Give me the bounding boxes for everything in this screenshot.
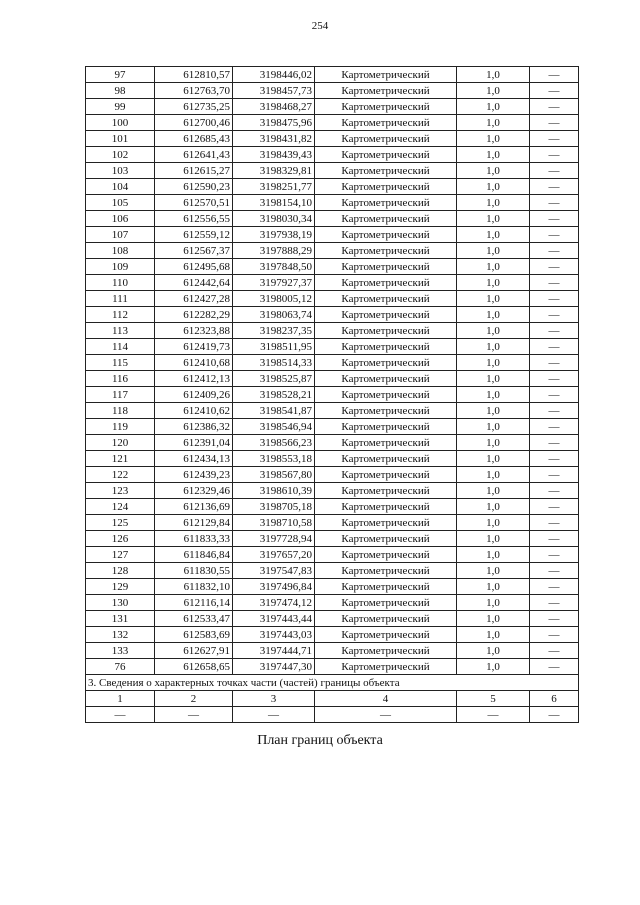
point-number-cell: 102 xyxy=(86,147,155,163)
x-coordinate-cell: 612810,57 xyxy=(155,67,233,83)
description-cell: — xyxy=(530,563,579,579)
accuracy-cell: 1,0 xyxy=(457,211,530,227)
section3-value-2: — xyxy=(155,707,233,723)
point-number-cell: 114 xyxy=(86,339,155,355)
method-cell: Картометрический xyxy=(315,227,457,243)
point-number-cell: 126 xyxy=(86,531,155,547)
method-cell: Картометрический xyxy=(315,307,457,323)
x-coordinate-cell: 612627,91 xyxy=(155,643,233,659)
method-cell: Картометрический xyxy=(315,339,457,355)
section3-header-5: 5 xyxy=(457,691,530,707)
method-cell: Картометрический xyxy=(315,531,457,547)
section3-value-4: — xyxy=(315,707,457,723)
description-cell: — xyxy=(530,323,579,339)
method-cell: Картометрический xyxy=(315,195,457,211)
y-coordinate-cell: 3198511,95 xyxy=(233,339,315,355)
section3-header-row xyxy=(86,691,579,707)
accuracy-cell: 1,0 xyxy=(457,99,530,115)
table-row xyxy=(86,563,579,579)
description-cell: — xyxy=(530,243,579,259)
accuracy-cell: 1,0 xyxy=(457,563,530,579)
accuracy-cell: 1,0 xyxy=(457,387,530,403)
y-coordinate-cell: 3197496,84 xyxy=(233,579,315,595)
y-coordinate-cell: 3198005,12 xyxy=(233,291,315,307)
y-coordinate-cell: 3197888,29 xyxy=(233,243,315,259)
section3-header-4: 4 xyxy=(315,691,457,707)
x-coordinate-cell: 612129,84 xyxy=(155,515,233,531)
method-cell: Картометрический xyxy=(315,131,457,147)
x-coordinate-cell: 612556,55 xyxy=(155,211,233,227)
description-cell: — xyxy=(530,419,579,435)
x-coordinate-cell: 612641,43 xyxy=(155,147,233,163)
method-cell: Картометрический xyxy=(315,643,457,659)
table-row xyxy=(86,579,579,595)
y-coordinate-cell: 3198251,77 xyxy=(233,179,315,195)
table-row xyxy=(86,515,579,531)
accuracy-cell: 1,0 xyxy=(457,371,530,387)
accuracy-cell: 1,0 xyxy=(457,403,530,419)
method-cell: Картометрический xyxy=(315,627,457,643)
section3-value-3: — xyxy=(233,707,315,723)
y-coordinate-cell: 3197547,83 xyxy=(233,563,315,579)
y-coordinate-cell: 3197474,12 xyxy=(233,595,315,611)
accuracy-cell: 1,0 xyxy=(457,179,530,195)
y-coordinate-cell: 3198154,10 xyxy=(233,195,315,211)
table-row xyxy=(86,387,579,403)
point-number-cell: 103 xyxy=(86,163,155,179)
point-number-cell: 112 xyxy=(86,307,155,323)
plan-title: План границ объекта xyxy=(257,733,383,748)
table-row xyxy=(86,403,579,419)
table-row xyxy=(86,627,579,643)
table-row xyxy=(86,243,579,259)
x-coordinate-cell: 612282,29 xyxy=(155,307,233,323)
point-number-cell: 109 xyxy=(86,259,155,275)
x-coordinate-cell: 612116,14 xyxy=(155,595,233,611)
x-coordinate-cell: 611833,33 xyxy=(155,531,233,547)
accuracy-cell: 1,0 xyxy=(457,307,530,323)
method-cell: Картометрический xyxy=(315,659,457,675)
x-coordinate-cell: 612615,27 xyxy=(155,163,233,179)
y-coordinate-cell: 3198446,02 xyxy=(233,67,315,83)
y-coordinate-cell: 3197443,03 xyxy=(233,627,315,643)
table-row xyxy=(86,195,579,211)
method-cell: Картометрический xyxy=(315,483,457,499)
method-cell: Картометрический xyxy=(315,243,457,259)
accuracy-cell: 1,0 xyxy=(457,435,530,451)
description-cell: — xyxy=(530,659,579,675)
x-coordinate-cell: 612763,70 xyxy=(155,83,233,99)
method-cell: Картометрический xyxy=(315,435,457,451)
accuracy-cell: 1,0 xyxy=(457,467,530,483)
table-row xyxy=(86,307,579,323)
x-coordinate-cell: 612323,88 xyxy=(155,323,233,339)
accuracy-cell: 1,0 xyxy=(457,531,530,547)
y-coordinate-cell: 3198541,87 xyxy=(233,403,315,419)
y-coordinate-cell: 3197848,50 xyxy=(233,259,315,275)
description-cell: — xyxy=(530,211,579,227)
section3-value-row xyxy=(86,707,579,723)
description-cell: — xyxy=(530,435,579,451)
accuracy-cell: 1,0 xyxy=(457,659,530,675)
y-coordinate-cell: 3197447,30 xyxy=(233,659,315,675)
method-cell: Картометрический xyxy=(315,67,457,83)
y-coordinate-cell: 3198439,43 xyxy=(233,147,315,163)
description-cell: — xyxy=(530,451,579,467)
table-row xyxy=(86,499,579,515)
x-coordinate-cell: 612700,46 xyxy=(155,115,233,131)
table-row xyxy=(86,115,579,131)
page-number: 254 xyxy=(311,20,329,32)
y-coordinate-cell: 3198030,34 xyxy=(233,211,315,227)
section3-header-1: 1 xyxy=(86,691,155,707)
point-number-cell: 110 xyxy=(86,275,155,291)
section3-header-6: 6 xyxy=(530,691,579,707)
description-cell: — xyxy=(530,99,579,115)
section3-value-5: — xyxy=(457,707,530,723)
description-cell: — xyxy=(530,483,579,499)
table-row xyxy=(86,355,579,371)
point-number-cell: 115 xyxy=(86,355,155,371)
description-cell: — xyxy=(530,595,579,611)
point-number-cell: 98 xyxy=(86,83,155,99)
description-cell: — xyxy=(530,275,579,291)
accuracy-cell: 1,0 xyxy=(457,115,530,131)
table-row xyxy=(86,483,579,499)
table-row xyxy=(86,291,579,307)
description-cell: — xyxy=(530,355,579,371)
accuracy-cell: 1,0 xyxy=(457,451,530,467)
method-cell: Картометрический xyxy=(315,595,457,611)
accuracy-cell: 1,0 xyxy=(457,323,530,339)
section3-title: 3. Сведения о характерных точках части (частей) границы объекта xyxy=(86,675,579,691)
method-cell: Картометрический xyxy=(315,275,457,291)
point-number-cell: 128 xyxy=(86,563,155,579)
point-number-cell: 107 xyxy=(86,227,155,243)
method-cell: Картометрический xyxy=(315,147,457,163)
x-coordinate-cell: 612590,23 xyxy=(155,179,233,195)
description-cell: — xyxy=(530,499,579,515)
point-number-cell: 119 xyxy=(86,419,155,435)
accuracy-cell: 1,0 xyxy=(457,499,530,515)
point-number-cell: 108 xyxy=(86,243,155,259)
method-cell: Картометрический xyxy=(315,611,457,627)
description-cell: — xyxy=(530,339,579,355)
accuracy-cell: 1,0 xyxy=(457,147,530,163)
point-number-cell: 117 xyxy=(86,387,155,403)
accuracy-cell: 1,0 xyxy=(457,291,530,307)
accuracy-cell: 1,0 xyxy=(457,275,530,291)
description-cell: — xyxy=(530,387,579,403)
description-cell: — xyxy=(530,163,579,179)
point-number-cell: 125 xyxy=(86,515,155,531)
x-coordinate-cell: 612567,37 xyxy=(155,243,233,259)
y-coordinate-cell: 3198475,96 xyxy=(233,115,315,131)
y-coordinate-cell: 3198431,82 xyxy=(233,131,315,147)
method-cell: Картометрический xyxy=(315,467,457,483)
point-number-cell: 100 xyxy=(86,115,155,131)
description-cell: — xyxy=(530,627,579,643)
x-coordinate-cell: 612439,23 xyxy=(155,467,233,483)
description-cell: — xyxy=(530,579,579,595)
method-cell: Картометрический xyxy=(315,163,457,179)
table-row xyxy=(86,67,579,83)
description-cell: — xyxy=(530,195,579,211)
table-row xyxy=(86,371,579,387)
y-coordinate-cell: 3198705,18 xyxy=(233,499,315,515)
x-coordinate-cell: 611832,10 xyxy=(155,579,233,595)
description-cell: — xyxy=(530,291,579,307)
section3-value-1: — xyxy=(86,707,155,723)
point-number-cell: 113 xyxy=(86,323,155,339)
description-cell: — xyxy=(530,259,579,275)
x-coordinate-cell: 612410,62 xyxy=(155,403,233,419)
table-row xyxy=(86,275,579,291)
point-number-cell: 101 xyxy=(86,131,155,147)
x-coordinate-cell: 612434,13 xyxy=(155,451,233,467)
description-cell: — xyxy=(530,643,579,659)
point-number-cell: 121 xyxy=(86,451,155,467)
point-number-cell: 105 xyxy=(86,195,155,211)
x-coordinate-cell: 612735,25 xyxy=(155,99,233,115)
y-coordinate-cell: 3198528,21 xyxy=(233,387,315,403)
point-number-cell: 132 xyxy=(86,627,155,643)
y-coordinate-cell: 3198514,33 xyxy=(233,355,315,371)
x-coordinate-cell: 612533,47 xyxy=(155,611,233,627)
accuracy-cell: 1,0 xyxy=(457,547,530,563)
table-row xyxy=(86,83,579,99)
accuracy-cell: 1,0 xyxy=(457,67,530,83)
x-coordinate-cell: 611846,84 xyxy=(155,547,233,563)
description-cell: — xyxy=(530,179,579,195)
table-row xyxy=(86,611,579,627)
y-coordinate-cell: 3197443,44 xyxy=(233,611,315,627)
accuracy-cell: 1,0 xyxy=(457,243,530,259)
point-number-cell: 129 xyxy=(86,579,155,595)
y-coordinate-cell: 3197444,71 xyxy=(233,643,315,659)
accuracy-cell: 1,0 xyxy=(457,611,530,627)
y-coordinate-cell: 3198525,87 xyxy=(233,371,315,387)
x-coordinate-cell: 612583,69 xyxy=(155,627,233,643)
method-cell: Картометрический xyxy=(315,579,457,595)
description-cell: — xyxy=(530,67,579,83)
point-number-cell: 104 xyxy=(86,179,155,195)
y-coordinate-cell: 3197927,37 xyxy=(233,275,315,291)
point-number-cell: 106 xyxy=(86,211,155,227)
description-cell: — xyxy=(530,547,579,563)
table-row xyxy=(86,531,579,547)
y-coordinate-cell: 3198610,39 xyxy=(233,483,315,499)
method-cell: Картометрический xyxy=(315,403,457,419)
section3-header-2: 2 xyxy=(155,691,233,707)
point-number-cell: 123 xyxy=(86,483,155,499)
accuracy-cell: 1,0 xyxy=(457,227,530,243)
description-cell: — xyxy=(530,467,579,483)
x-coordinate-cell: 611830,55 xyxy=(155,563,233,579)
section3-value-6: — xyxy=(530,707,579,723)
table-row xyxy=(86,99,579,115)
table-row xyxy=(86,339,579,355)
description-cell: — xyxy=(530,227,579,243)
point-number-cell: 97 xyxy=(86,67,155,83)
table-row xyxy=(86,179,579,195)
x-coordinate-cell: 612409,26 xyxy=(155,387,233,403)
accuracy-cell: 1,0 xyxy=(457,579,530,595)
y-coordinate-cell: 3198566,23 xyxy=(233,435,315,451)
x-coordinate-cell: 612419,73 xyxy=(155,339,233,355)
accuracy-cell: 1,0 xyxy=(457,483,530,499)
y-coordinate-cell: 3198567,80 xyxy=(233,467,315,483)
accuracy-cell: 1,0 xyxy=(457,595,530,611)
point-number-cell: 76 xyxy=(86,659,155,675)
table-row xyxy=(86,547,579,563)
description-cell: — xyxy=(530,371,579,387)
method-cell: Картометрический xyxy=(315,547,457,563)
description-cell: — xyxy=(530,531,579,547)
method-cell: Картометрический xyxy=(315,211,457,227)
x-coordinate-cell: 612410,68 xyxy=(155,355,233,371)
point-number-cell: 118 xyxy=(86,403,155,419)
accuracy-cell: 1,0 xyxy=(457,163,530,179)
point-number-cell: 99 xyxy=(86,99,155,115)
method-cell: Картометрический xyxy=(315,499,457,515)
table-row xyxy=(86,659,579,675)
x-coordinate-cell: 612412,13 xyxy=(155,371,233,387)
section3-header-3: 3 xyxy=(233,691,315,707)
method-cell: Картометрический xyxy=(315,83,457,99)
method-cell: Картометрический xyxy=(315,371,457,387)
y-coordinate-cell: 3197938,19 xyxy=(233,227,315,243)
y-coordinate-cell: 3198329,81 xyxy=(233,163,315,179)
y-coordinate-cell: 3198546,94 xyxy=(233,419,315,435)
accuracy-cell: 1,0 xyxy=(457,355,530,371)
description-cell: — xyxy=(530,307,579,323)
coordinates-table-body xyxy=(86,67,579,675)
accuracy-cell: 1,0 xyxy=(457,419,530,435)
x-coordinate-cell: 612391,04 xyxy=(155,435,233,451)
point-number-cell: 111 xyxy=(86,291,155,307)
accuracy-cell: 1,0 xyxy=(457,259,530,275)
x-coordinate-cell: 612495,68 xyxy=(155,259,233,275)
x-coordinate-cell: 612658,65 xyxy=(155,659,233,675)
x-coordinate-cell: 612442,64 xyxy=(155,275,233,291)
method-cell: Картометрический xyxy=(315,291,457,307)
y-coordinate-cell: 3198553,18 xyxy=(233,451,315,467)
point-number-cell: 120 xyxy=(86,435,155,451)
y-coordinate-cell: 3198710,58 xyxy=(233,515,315,531)
accuracy-cell: 1,0 xyxy=(457,515,530,531)
section3-title-row xyxy=(86,675,579,691)
x-coordinate-cell: 612136,69 xyxy=(155,499,233,515)
table-row xyxy=(86,643,579,659)
method-cell: Картометрический xyxy=(315,419,457,435)
method-cell: Картометрический xyxy=(315,515,457,531)
description-cell: — xyxy=(530,131,579,147)
method-cell: Картометрический xyxy=(315,355,457,371)
x-coordinate-cell: 612329,46 xyxy=(155,483,233,499)
method-cell: Картометрический xyxy=(315,451,457,467)
y-coordinate-cell: 3198063,74 xyxy=(233,307,315,323)
y-coordinate-cell: 3197657,20 xyxy=(233,547,315,563)
description-cell: — xyxy=(530,611,579,627)
point-number-cell: 127 xyxy=(86,547,155,563)
accuracy-cell: 1,0 xyxy=(457,627,530,643)
y-coordinate-cell: 3197728,94 xyxy=(233,531,315,547)
accuracy-cell: 1,0 xyxy=(457,195,530,211)
method-cell: Картометрический xyxy=(315,115,457,131)
table-row xyxy=(86,451,579,467)
accuracy-cell: 1,0 xyxy=(457,83,530,99)
accuracy-cell: 1,0 xyxy=(457,131,530,147)
method-cell: Картометрический xyxy=(315,179,457,195)
table-row xyxy=(86,163,579,179)
table-row xyxy=(86,467,579,483)
table-row xyxy=(86,595,579,611)
y-coordinate-cell: 3198237,35 xyxy=(233,323,315,339)
table-row xyxy=(86,227,579,243)
table-row xyxy=(86,323,579,339)
table-row xyxy=(86,259,579,275)
table-row xyxy=(86,131,579,147)
point-number-cell: 116 xyxy=(86,371,155,387)
point-number-cell: 122 xyxy=(86,467,155,483)
table-row xyxy=(86,147,579,163)
method-cell: Картометрический xyxy=(315,323,457,339)
y-coordinate-cell: 3198468,27 xyxy=(233,99,315,115)
x-coordinate-cell: 612570,51 xyxy=(155,195,233,211)
accuracy-cell: 1,0 xyxy=(457,643,530,659)
method-cell: Картометрический xyxy=(315,387,457,403)
point-number-cell: 124 xyxy=(86,499,155,515)
coordinates-table xyxy=(85,66,579,723)
table-row xyxy=(86,435,579,451)
description-cell: — xyxy=(530,147,579,163)
accuracy-cell: 1,0 xyxy=(457,339,530,355)
description-cell: — xyxy=(530,115,579,131)
point-number-cell: 133 xyxy=(86,643,155,659)
point-number-cell: 131 xyxy=(86,611,155,627)
x-coordinate-cell: 612685,43 xyxy=(155,131,233,147)
method-cell: Картометрический xyxy=(315,99,457,115)
table-row xyxy=(86,211,579,227)
table-row xyxy=(86,419,579,435)
x-coordinate-cell: 612427,28 xyxy=(155,291,233,307)
method-cell: Картометрический xyxy=(315,259,457,275)
x-coordinate-cell: 612559,12 xyxy=(155,227,233,243)
description-cell: — xyxy=(530,403,579,419)
point-number-cell: 130 xyxy=(86,595,155,611)
description-cell: — xyxy=(530,83,579,99)
method-cell: Картометрический xyxy=(315,563,457,579)
x-coordinate-cell: 612386,32 xyxy=(155,419,233,435)
description-cell: — xyxy=(530,515,579,531)
y-coordinate-cell: 3198457,73 xyxy=(233,83,315,99)
